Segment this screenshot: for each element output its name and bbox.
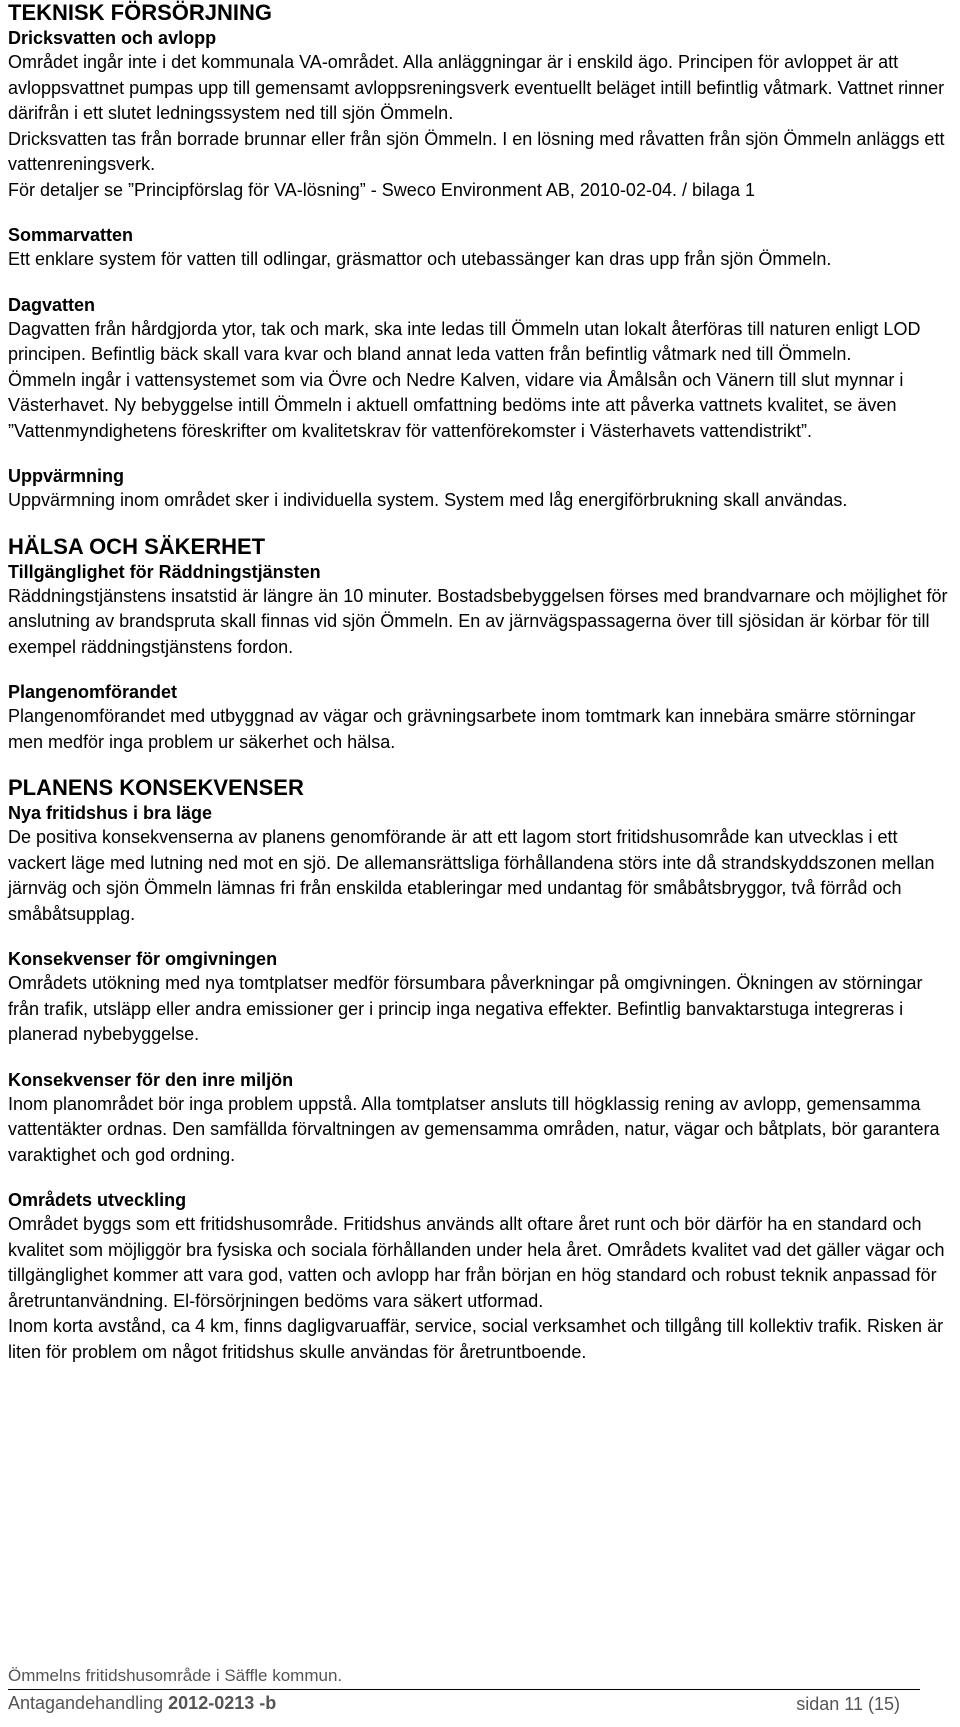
- paragraph: Ett enklare system för vatten till odlingar, gräsmattor och utebassänger kan dras upp från sjön Ömmeln.: [8, 249, 832, 269]
- subheading: Konsekvenser för omgivningen: [8, 949, 278, 969]
- paragraph: För detaljer se ”Principförslag för VA-lösning” - Sweco Environment AB, 2010-02-04. / bilaga 1: [8, 179, 756, 200]
- section-heading: PLANENS KONSEKVENSER: [8, 775, 304, 800]
- subheading: Tillgänglighet för Räddningstjänsten: [8, 561, 321, 582]
- paragraph: Dricksvatten tas från borrade brunnar eller från sjön Ömmeln. I en lösning med råvatten från sjön Ömmeln anläggs ett vattenreningsverk.: [8, 128, 945, 174]
- paragraph: De positiva konsekvenserna av planens genomförande är att ett lagom stort fritidshusområde kan utvecklas i ett vackert läge med lutning ned mot en sjö. De allemansrättsliga förhållandena störs inte då strandskyddszonen mellan järnväg och sjön Ömmeln lämnas fri från enskilda etableringar med undantag för småbåtsbryggor, två förråd och småbåtsupplag.: [8, 827, 935, 924]
- footer-document-status: [8, 1693, 276, 1714]
- paragraph: Inom korta avstånd, ca 4 km, finns dagligvaruaffär, service, social verksamhet och tillgång till kollektiv trafik. Risken är liten för problem om något fritidshus skulle användas för åretruntboende.: [8, 1316, 944, 1362]
- subheading: Plangenomförandet: [8, 682, 178, 702]
- paragraph: Räddningstjänstens insatstid är längre än 10 minuter. Bostadsbebyggelsen förses med brandvarnare och möjlighet för anslutning av brandspruta skall finnas vid sjön Ömmeln. En av järnvägspassagerna över till sjösidan är körbar för till exempel räddningstjänstens fordon.: [8, 585, 948, 657]
- subheading: Uppvärmning: [8, 466, 125, 486]
- paragraph: Plangenomförandet med utbyggnad av vägar och grävningsarbete inom tomtmark kan innebära smärre störningar men medför inga problem ur säkerhet och hälsa.: [8, 706, 916, 752]
- section-heading: HÄLSA OCH SÄKERHET: [8, 533, 266, 559]
- subheading: Konsekvenser för den inre miljön: [8, 1069, 294, 1090]
- paragraph: Uppvärmning inom området sker i individuella system. System med låg energiförbrukning skall användas.: [8, 490, 848, 510]
- subheading: Dagvatten: [8, 294, 96, 315]
- section-heading: TEKNISK FÖRSÖRJNING: [8, 0, 273, 25]
- paragraph: Området ingår inte i det kommunala VA-området. Alla anläggningar är i enskild ägo. Principen för avloppet är att avloppsvattnet pumpas upp till gemensamt avloppsreningsverk eventuellt beläget intill befintlig våtmark. Vattnet rinner därifrån i ett slutet ledningssystem ned till sjön Ömmeln.: [8, 52, 945, 123]
- footer-status-label: Antagandehandling: [8, 1693, 169, 1713]
- document-page: [8, 0, 948, 1365]
- paragraph: Dagvatten från hårdgjorda ytor, tak och mark, ska inte ledas till Ömmeln utan lokalt återföras till naturen enligt LOD principen. Befintlig bäck skall vara kvar och bland annat leda vatten från befintlig våtmark ned till Ömmeln.: [8, 318, 921, 364]
- subheading: Områdets utveckling: [8, 1190, 187, 1210]
- subheading: Sommarvatten: [8, 225, 134, 245]
- footer-document-code: 2012-0213 -b: [168, 1693, 277, 1713]
- paragraph: Ömmeln ingår i vattensystemet som via Övre och Nedre Kalven, vidare via Åmålsån och Vänern till slut mynnar i Västerhavet. Ny bebyggelse intill Ömmeln i aktuell omfattning bedöms inte att påverka vattnets kvalitet, se även ”Vattenmyndighetens föreskrifter om kvalitetskrav för vattenförekomster i Västerhavets vattendistrikt”.: [8, 369, 904, 441]
- subheading: Dricksvatten och avlopp: [8, 28, 217, 48]
- page-number: sidan 11 (15): [796, 1694, 900, 1714]
- footer-title: Ömmelns fritidshusområde i Säffle kommun.: [8, 1666, 343, 1685]
- subheading: Nya fritidshus i bra läge: [8, 803, 213, 823]
- paragraph: Områdets utökning med nya tomtplatser medför försumbara påverkningar på omgivningen. Ökningen av störningar från trafik, utsläpp eller andra emissioner ger i princip inga negativa effekter. Befintlig banvaktarstuga integreras i planerad nybebyggelse.: [8, 973, 923, 1044]
- paragraph: Inom planområdet bör inga problem uppstå. Alla tomtplatser ansluts till högklassig rening av avlopp, gemensamma vattentäkter ordnas. Den samfällda förvaltningen av gemensamma områden, natur, vägar och båtplats, bör garantera varaktighet och god ordning.: [8, 1093, 940, 1165]
- footer-divider: [8, 1689, 920, 1690]
- paragraph: Området byggs som ett fritidshusområde. Fritidshus används allt oftare året runt och bör därför ha en standard och kvalitet som möjliggör bra fysiska och sociala förhållanden under hela året. Områdets kvalitet vad det gäller vägar och tillgänglighet kommer att vara god, vatten och avlopp har från början en hög standard och robust teknik anpassad för åretruntanvändning. El-försörjningen bedöms vara säkert utformad.: [8, 1214, 945, 1311]
